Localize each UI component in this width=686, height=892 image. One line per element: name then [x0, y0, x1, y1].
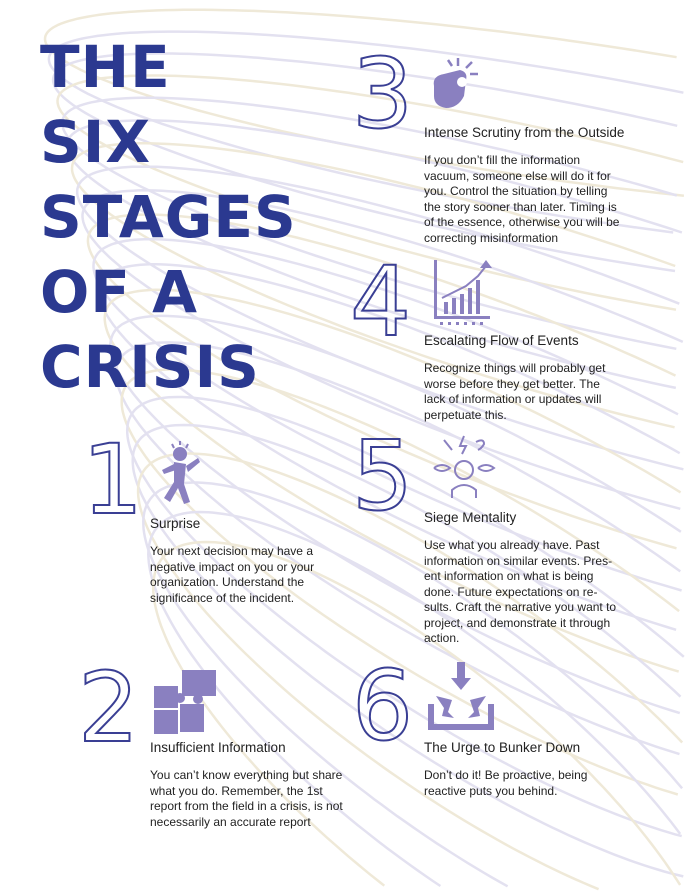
pointing-finger-icon	[428, 56, 488, 116]
stage-2-numeral: 2	[78, 652, 140, 764]
bunker-down-tray-icon	[426, 660, 496, 732]
stage-1-numeral: 1	[82, 424, 144, 536]
stage-2-body: You can’t know everything but share what you do. Remember, the 1st report from the field in a crisis, is not necessarily an accurate report	[150, 768, 343, 829]
rising-bar-chart-icon	[428, 258, 496, 326]
stage-5-numeral: 5	[352, 420, 414, 532]
stage-1-body: Your next decision may have a negative impact on you or your organization. Understand the significance of the incident.	[150, 544, 315, 605]
stage-6-body: Don’t do it! Be proactive, being reactive puts you behind.	[424, 768, 588, 798]
stage-1-heading: Surprise	[150, 516, 201, 531]
stage-3-body: If you don’t fill the information vacuum, someone else will do it for you. Control the situation by telling the story sooner than later. Timing is of the essence, otherwise you will be correcting misinformation	[424, 153, 620, 245]
stage-5-heading: Siege Mentality	[424, 510, 517, 525]
title-line: SIX	[40, 108, 152, 176]
stage-5-body: Use what you already have. Past information on similar events. Pres-ent information on what is being done. Future expectations on re-sults. Craft the narrative you want to project, and demonstrate it through action.	[424, 538, 617, 645]
stressed-person-icon	[430, 434, 498, 498]
stage-4-body: Recognize things will probably get worse before they get better. The lack of information or updates will perpetuate this.	[424, 361, 606, 422]
surprised-person-icon	[150, 440, 205, 510]
title-line: STAGES	[40, 183, 297, 251]
stage-2-heading: Insufficient Information	[150, 740, 286, 755]
title-line: OF A	[40, 258, 199, 326]
stage-4-numeral: 4	[350, 246, 412, 358]
title-line: CRISIS	[40, 333, 260, 401]
stage-6-heading: The Urge to Bunker Down	[424, 740, 581, 755]
stage-3-numeral: 3	[352, 38, 414, 150]
puzzle-pieces-icon	[152, 668, 220, 736]
stage-4-heading: Escalating Flow of Events	[424, 333, 579, 348]
stage-6-numeral: 6	[352, 650, 414, 762]
page-title	[40, 30, 297, 405]
title-line: THE	[40, 33, 171, 101]
stage-3-heading: Intense Scrutiny from the Outside	[424, 125, 625, 140]
